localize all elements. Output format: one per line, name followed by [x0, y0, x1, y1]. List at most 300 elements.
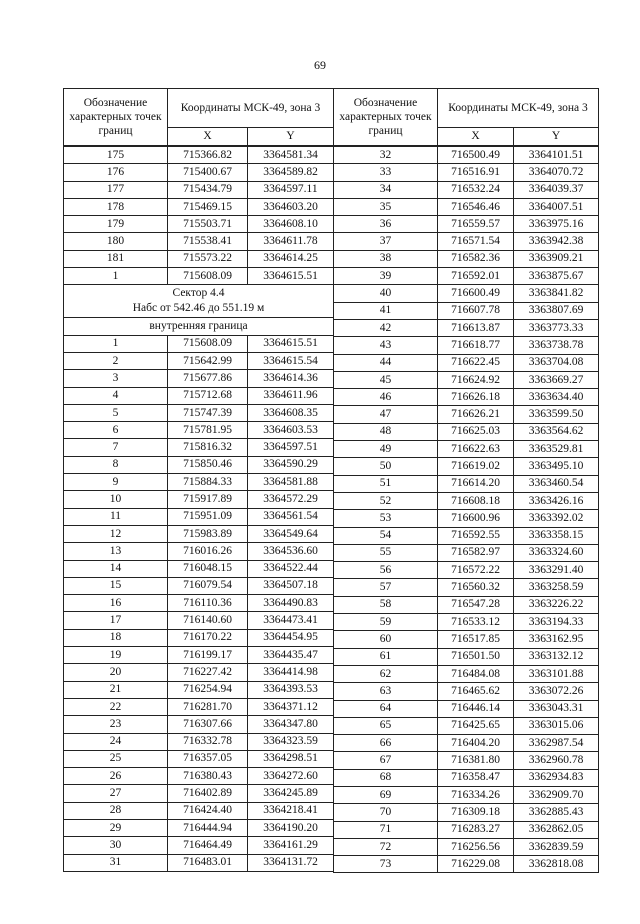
- table-row: [64, 733, 334, 750]
- point-number: 13: [64, 543, 168, 560]
- point-number: 37: [334, 233, 438, 250]
- point-number: 23: [64, 716, 168, 733]
- point-number: 179: [64, 216, 168, 233]
- coord-x: 716626.18: [438, 389, 514, 406]
- point-number: 17: [64, 612, 168, 629]
- section-title: Сектор 4.4: [172, 287, 225, 300]
- table-row: [64, 491, 334, 508]
- coord-x: 716559.57: [438, 216, 514, 233]
- point-number: 24: [64, 733, 168, 750]
- coord-x: 716501.50: [438, 648, 514, 665]
- coord-x: 716582.36: [438, 250, 514, 267]
- point-number: 20: [64, 664, 168, 681]
- coord-x: 715434.79: [168, 181, 248, 198]
- table-row: [334, 441, 599, 458]
- point-number: 177: [64, 181, 168, 198]
- table-row: [64, 352, 334, 369]
- point-number: 28: [64, 802, 168, 819]
- table-row: [64, 750, 334, 767]
- point-number: 64: [334, 700, 438, 717]
- table-row: [334, 354, 599, 371]
- coord-y: 3362987.54: [514, 735, 599, 752]
- coord-y: 3364101.51: [514, 146, 599, 164]
- point-number: 40: [334, 285, 438, 302]
- table-row: [64, 560, 334, 577]
- point-number: 67: [334, 752, 438, 769]
- point-number: 43: [334, 337, 438, 354]
- coord-x: 716256.56: [438, 838, 514, 855]
- coord-y: 3364589.82: [248, 164, 334, 181]
- coordinates-table-right: [333, 88, 599, 873]
- coord-y: 3364608.35: [248, 404, 334, 421]
- coord-y: 3364614.25: [248, 250, 334, 267]
- coord-x: 716110.36: [168, 595, 248, 612]
- point-number: 26: [64, 768, 168, 785]
- coord-x: 716424.40: [168, 802, 248, 819]
- coordinates-table-left: [63, 88, 334, 872]
- coord-y: 3363291.40: [514, 562, 599, 579]
- table-row: [334, 371, 599, 388]
- table-row: [64, 785, 334, 802]
- point-number: 38: [334, 250, 438, 267]
- coord-y: 3362885.43: [514, 804, 599, 821]
- table-row: [334, 786, 599, 803]
- coord-y: 3364507.18: [248, 577, 334, 594]
- point-number: 46: [334, 389, 438, 406]
- table-row: [64, 612, 334, 629]
- table-row: [334, 683, 599, 700]
- coord-y: 3364603.20: [248, 198, 334, 215]
- coord-y: 3364536.60: [248, 543, 334, 560]
- table-row: [64, 595, 334, 612]
- coord-y: 3362960.78: [514, 752, 599, 769]
- point-number: 27: [64, 785, 168, 802]
- coord-y: 3363392.02: [514, 510, 599, 527]
- table-row: [64, 181, 334, 198]
- coord-y: 3362839.59: [514, 838, 599, 855]
- coord-y: 3363495.10: [514, 458, 599, 475]
- table-row: [64, 716, 334, 733]
- table-row: [334, 527, 599, 544]
- point-number: 34: [334, 181, 438, 198]
- coord-x: 716079.54: [168, 577, 248, 594]
- coord-x: 715917.89: [168, 491, 248, 508]
- coord-y: 3364581.88: [248, 474, 334, 491]
- coord-y: 3363634.40: [514, 389, 599, 406]
- coord-y: 3364549.64: [248, 525, 334, 542]
- coord-x: 716404.20: [438, 735, 514, 752]
- point-number: 48: [334, 423, 438, 440]
- coord-x: 715469.15: [168, 198, 248, 215]
- table-row: [64, 664, 334, 681]
- header-y: Y: [514, 127, 599, 146]
- coord-y: 3364522.44: [248, 560, 334, 577]
- coord-x: 716048.15: [168, 560, 248, 577]
- coord-y: 3363975.16: [514, 216, 599, 233]
- coord-x: 716619.02: [438, 458, 514, 475]
- table-row: [334, 752, 599, 769]
- table-row: [334, 838, 599, 855]
- coord-y: 3364371.12: [248, 698, 334, 715]
- point-number: 181: [64, 250, 168, 267]
- point-number: 41: [334, 302, 438, 319]
- point-number: 69: [334, 786, 438, 803]
- table-row: [334, 648, 599, 665]
- coord-y: 3363738.78: [514, 337, 599, 354]
- coord-y: 3364131.72: [248, 854, 334, 871]
- table-row: [334, 562, 599, 579]
- table-row: [334, 475, 599, 492]
- table-row: [64, 854, 334, 871]
- point-number: 1: [64, 268, 168, 285]
- table-row: [334, 821, 599, 838]
- point-number: 29: [64, 819, 168, 836]
- coord-x: 716500.49: [438, 146, 514, 164]
- coord-y: 3364608.10: [248, 216, 334, 233]
- coord-y: 3363529.81: [514, 441, 599, 458]
- coord-x: 716600.49: [438, 285, 514, 302]
- table-row: [334, 302, 599, 319]
- coord-x: 716607.78: [438, 302, 514, 319]
- coord-x: 716227.42: [168, 664, 248, 681]
- right-table-body: [334, 146, 599, 873]
- coord-y: 3363875.67: [514, 268, 599, 285]
- coord-y: 3364561.54: [248, 508, 334, 525]
- table-row: [334, 268, 599, 285]
- coord-y: 3362862.05: [514, 821, 599, 838]
- section-boundary: внутренняя граница: [64, 318, 334, 335]
- table-row: [334, 596, 599, 613]
- coord-y: 3363426.16: [514, 492, 599, 509]
- header-x: X: [168, 127, 248, 146]
- point-number: 54: [334, 527, 438, 544]
- point-number: 180: [64, 233, 168, 250]
- table-row: [334, 735, 599, 752]
- coord-y: 3363841.82: [514, 285, 599, 302]
- point-number: 60: [334, 631, 438, 648]
- coord-x: 716546.46: [438, 198, 514, 215]
- point-number: 36: [334, 216, 438, 233]
- point-number: 66: [334, 735, 438, 752]
- coord-y: 3364323.59: [248, 733, 334, 750]
- point-number: 63: [334, 683, 438, 700]
- header-x: X: [438, 127, 514, 146]
- table-row: [64, 370, 334, 387]
- coord-y: 3362818.08: [514, 856, 599, 873]
- table-row: [334, 510, 599, 527]
- left-table-body-top: [64, 146, 334, 285]
- table-row: [64, 768, 334, 785]
- table-row: [64, 146, 334, 164]
- coord-x: 715850.46: [168, 456, 248, 473]
- table-row: [64, 525, 334, 542]
- coord-y: 3363324.60: [514, 544, 599, 561]
- table-row: [64, 250, 334, 267]
- coord-x: 715951.09: [168, 508, 248, 525]
- coord-y: 3363258.59: [514, 579, 599, 596]
- coord-x: 716572.22: [438, 562, 514, 579]
- coord-x: 716600.96: [438, 510, 514, 527]
- coord-y: 3363101.88: [514, 665, 599, 682]
- table-row: [334, 250, 599, 267]
- coord-x: 716334.26: [438, 786, 514, 803]
- coord-y: 3363072.26: [514, 683, 599, 700]
- table-row: [334, 337, 599, 354]
- coord-y: 3364070.72: [514, 164, 599, 181]
- coord-x: 715642.99: [168, 352, 248, 369]
- coord-x: 716309.18: [438, 804, 514, 821]
- table-row: [334, 164, 599, 181]
- coord-x: 715538.41: [168, 233, 248, 250]
- point-number: 50: [334, 458, 438, 475]
- point-number: 56: [334, 562, 438, 579]
- coord-y: 3364615.51: [248, 268, 334, 285]
- point-number: 15: [64, 577, 168, 594]
- point-number: 68: [334, 769, 438, 786]
- table-row: [334, 216, 599, 233]
- table-row: [334, 423, 599, 440]
- point-number: 18: [64, 629, 168, 646]
- coord-y: 3364611.96: [248, 387, 334, 404]
- coord-x: 715983.89: [168, 525, 248, 542]
- point-number: 22: [64, 698, 168, 715]
- point-number: 5: [64, 404, 168, 421]
- coord-x: 716618.77: [438, 337, 514, 354]
- coord-y: 3364414.98: [248, 664, 334, 681]
- coord-x: 716357.05: [168, 750, 248, 767]
- section-heading: [64, 285, 334, 318]
- table-row: [334, 614, 599, 631]
- coord-y: 3364161.29: [248, 837, 334, 854]
- coord-x: 716571.54: [438, 233, 514, 250]
- point-number: 178: [64, 198, 168, 215]
- coord-y: 3364393.53: [248, 681, 334, 698]
- coord-x: 716532.24: [438, 181, 514, 198]
- coord-y: 3363015.06: [514, 717, 599, 734]
- point-number: 35: [334, 198, 438, 215]
- point-number: 39: [334, 268, 438, 285]
- coord-y: 3364190.20: [248, 819, 334, 836]
- header-coordinates: Координаты МСК-49, зона 3: [168, 89, 334, 128]
- table-row: [64, 508, 334, 525]
- table-row: [64, 198, 334, 215]
- coord-y: 3364490.83: [248, 595, 334, 612]
- coord-y: 3363942.38: [514, 233, 599, 250]
- coord-x: 716199.17: [168, 647, 248, 664]
- coord-y: 3364615.51: [248, 335, 334, 352]
- coord-x: 716425.65: [438, 717, 514, 734]
- table-row: [64, 216, 334, 233]
- coord-x: 716332.78: [168, 733, 248, 750]
- table-row: [334, 544, 599, 561]
- coord-y: 3363704.08: [514, 354, 599, 371]
- coord-y: 3364039.37: [514, 181, 599, 198]
- coord-y: 3363226.22: [514, 596, 599, 613]
- table-row: [334, 804, 599, 821]
- coord-y: 3363460.54: [514, 475, 599, 492]
- coord-y: 3364298.51: [248, 750, 334, 767]
- coord-x: 716517.85: [438, 631, 514, 648]
- point-number: 57: [334, 579, 438, 596]
- page-number: 69: [314, 58, 326, 72]
- table-row: [64, 681, 334, 698]
- table-row: [64, 164, 334, 181]
- coord-y: 3364347.80: [248, 716, 334, 733]
- coord-x: 715781.95: [168, 422, 248, 439]
- coord-x: 716625.03: [438, 423, 514, 440]
- coord-y: 3363132.12: [514, 648, 599, 665]
- table-row: [334, 458, 599, 475]
- point-number: 4: [64, 387, 168, 404]
- point-number: 7: [64, 439, 168, 456]
- coord-y: 3363669.27: [514, 371, 599, 388]
- point-number: 8: [64, 456, 168, 473]
- table-row: [334, 146, 599, 164]
- table-row: [334, 631, 599, 648]
- table-row: [64, 647, 334, 664]
- point-number: 65: [334, 717, 438, 734]
- coord-y: 3364614.36: [248, 370, 334, 387]
- coord-y: 3363599.50: [514, 406, 599, 423]
- coord-x: 716483.01: [168, 854, 248, 871]
- point-number: 59: [334, 614, 438, 631]
- coord-y: 3363773.33: [514, 319, 599, 336]
- point-number: 73: [334, 856, 438, 873]
- point-number: 55: [334, 544, 438, 561]
- coord-x: 716380.43: [168, 768, 248, 785]
- coord-x: 715503.71: [168, 216, 248, 233]
- coord-y: 3363909.21: [514, 250, 599, 267]
- coord-y: 3364245.89: [248, 785, 334, 802]
- coord-y: 3362934.83: [514, 769, 599, 786]
- coord-y: 3364272.60: [248, 768, 334, 785]
- coord-x: 716358.47: [438, 769, 514, 786]
- coord-x: 716381.80: [438, 752, 514, 769]
- coord-y: 3364603.53: [248, 422, 334, 439]
- table-row: [334, 492, 599, 509]
- coord-y: 3364590.29: [248, 456, 334, 473]
- coord-x: 716283.27: [438, 821, 514, 838]
- table-row: [334, 665, 599, 682]
- point-number: 47: [334, 406, 438, 423]
- coord-y: 3364007.51: [514, 198, 599, 215]
- coord-x: 715400.67: [168, 164, 248, 181]
- coord-x: 716622.63: [438, 441, 514, 458]
- point-number: 31: [64, 854, 168, 871]
- point-number: 53: [334, 510, 438, 527]
- coord-x: 716402.89: [168, 785, 248, 802]
- coord-x: 716592.55: [438, 527, 514, 544]
- point-number: 61: [334, 648, 438, 665]
- point-number: 175: [64, 146, 168, 164]
- point-number: 12: [64, 525, 168, 542]
- coord-y: 3364473.41: [248, 612, 334, 629]
- coord-x: 715608.09: [168, 268, 248, 285]
- point-number: 16: [64, 595, 168, 612]
- point-number: 2: [64, 352, 168, 369]
- left-table-body-bottom: [64, 335, 334, 871]
- table-row: [64, 404, 334, 421]
- coord-y: 3364581.34: [248, 146, 334, 164]
- coord-x: 715573.22: [168, 250, 248, 267]
- coord-x: 716140.60: [168, 612, 248, 629]
- point-number: 42: [334, 319, 438, 336]
- table-row: [64, 439, 334, 456]
- table-row: [334, 856, 599, 873]
- coord-x: 716533.12: [438, 614, 514, 631]
- coord-x: 716465.62: [438, 683, 514, 700]
- coord-x: 715884.33: [168, 474, 248, 491]
- table-row: [334, 389, 599, 406]
- coord-x: 716622.45: [438, 354, 514, 371]
- point-number: 14: [64, 560, 168, 577]
- header-designation: Обозначение характерных точек границ: [64, 89, 168, 147]
- point-number: 49: [334, 441, 438, 458]
- table-row: [334, 233, 599, 250]
- point-number: 51: [334, 475, 438, 492]
- point-number: 44: [334, 354, 438, 371]
- coord-x: 716560.32: [438, 579, 514, 596]
- table-row: [64, 456, 334, 473]
- table-row: [64, 543, 334, 560]
- coord-x: 716281.70: [168, 698, 248, 715]
- point-number: 30: [64, 837, 168, 854]
- table-row: [64, 474, 334, 491]
- coord-y: 3364218.41: [248, 802, 334, 819]
- point-number: 52: [334, 492, 438, 509]
- point-number: 21: [64, 681, 168, 698]
- point-number: 176: [64, 164, 168, 181]
- point-number: 3: [64, 370, 168, 387]
- coord-x: 715677.86: [168, 370, 248, 387]
- coord-x: 716016.26: [168, 543, 248, 560]
- coord-y: 3364597.51: [248, 439, 334, 456]
- table-row: [334, 181, 599, 198]
- table-row: [334, 769, 599, 786]
- coord-y: 3364611.78: [248, 233, 334, 250]
- coord-x: 716624.92: [438, 371, 514, 388]
- coord-x: 715712.68: [168, 387, 248, 404]
- point-number: 45: [334, 371, 438, 388]
- table-row: [64, 268, 334, 285]
- point-number: 1: [64, 335, 168, 352]
- table-row: [64, 577, 334, 594]
- table-row: [334, 700, 599, 717]
- table-row: [64, 629, 334, 646]
- point-number: 70: [334, 804, 438, 821]
- table-row: [64, 819, 334, 836]
- point-number: 58: [334, 596, 438, 613]
- header-coordinates: Координаты МСК-49, зона 3: [438, 89, 599, 128]
- coord-y: 3363043.31: [514, 700, 599, 717]
- section-elevation: Набс от 542.46 до 551.19 м: [132, 302, 265, 315]
- coord-x: 715816.32: [168, 439, 248, 456]
- coord-x: 716446.14: [438, 700, 514, 717]
- point-number: 72: [334, 838, 438, 855]
- coord-x: 716516.91: [438, 164, 514, 181]
- header-y: Y: [248, 127, 334, 146]
- table-row: [64, 837, 334, 854]
- coord-x: 716484.08: [438, 665, 514, 682]
- point-number: 25: [64, 750, 168, 767]
- coord-y: 3363162.95: [514, 631, 599, 648]
- coord-y: 3364435.47: [248, 647, 334, 664]
- coord-y: 3364597.11: [248, 181, 334, 198]
- point-number: 6: [64, 422, 168, 439]
- point-number: 33: [334, 164, 438, 181]
- table-row: [64, 802, 334, 819]
- point-number: 10: [64, 491, 168, 508]
